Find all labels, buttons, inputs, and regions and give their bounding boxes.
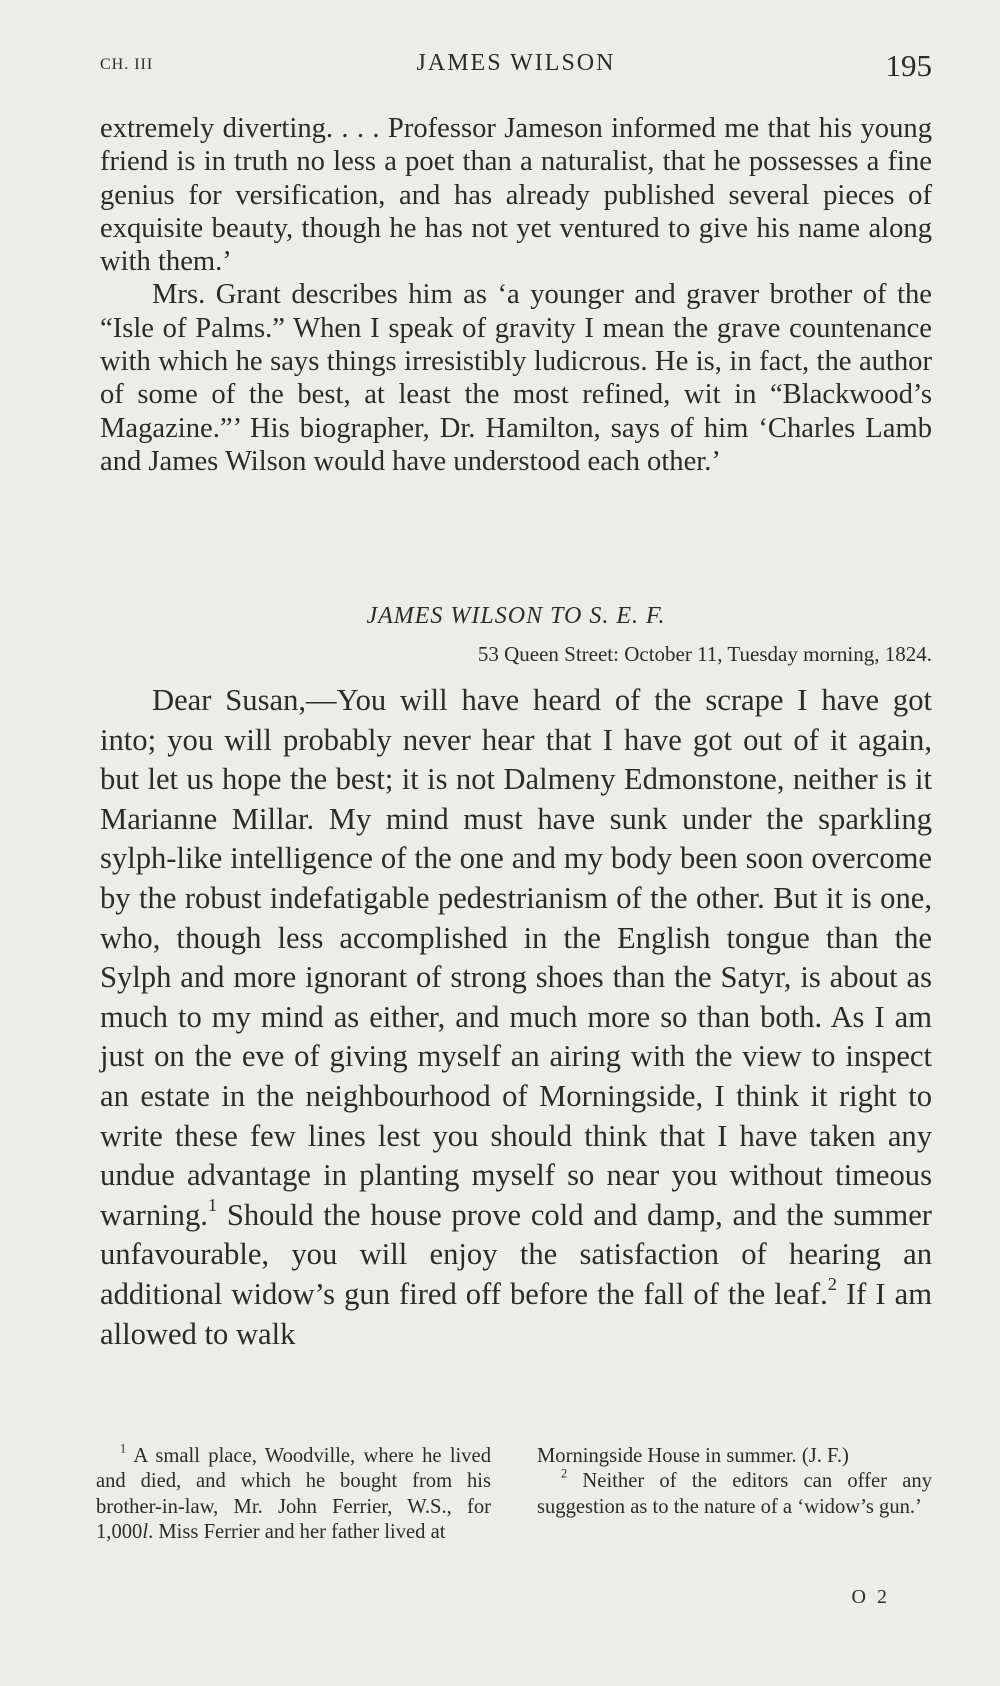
footnotes-left-column <box>96 1441 491 1546</box>
letter-body <box>100 681 932 1354</box>
chapter-label: CH. III <box>100 56 154 73</box>
footnote-1-marker: 1 <box>120 1441 127 1456</box>
footnote-1-continuation: Morningside House in summer. (J. F.) <box>537 1445 849 1467</box>
footnote-1-pound-symbol: l <box>142 1521 149 1544</box>
intro-text <box>100 112 932 478</box>
footnote-2-marker: 2 <box>561 1467 568 1482</box>
footnotes-right-column <box>537 1444 932 1546</box>
signature-mark: O 2 <box>851 1586 890 1608</box>
footnotes <box>96 1441 932 1546</box>
letter-text-3: If I am allowed to walk <box>100 1276 932 1351</box>
footnote-1 <box>96 1441 491 1546</box>
letter-text-1: Dear Susan,—You will have heard of the scrape I have got into; you will probably never hear that I have got out of it again, but let us hope the best; it is not Dalmeny Edmonstone, neither is it Marianne Millar. My mind must have sunk under the sparkling sylph-like intelligence of the one and my body been soon overcome by the robust indefatigable pedestrianism of the other. But it is one, who, though less accomplished in the English tongue than the Sylph and more ignorant of strong shoes than the Satyr, is about as much to my mind as either, and much more so than both. As I am just on the eve of giving myself an airing with the view to inspect an estate in the neighbourhood of Morningside, I think it right to write these few lines lest you should think that I have taken any undue advantage in planting myself so near you without timeous warning. <box>100 683 932 1232</box>
running-title: JAMES WILSON <box>416 50 616 76</box>
footnote-reference-2: 2 <box>827 1274 837 1295</box>
footnote-reference-1: 1 <box>207 1194 218 1215</box>
footnote-2 <box>537 1469 932 1520</box>
letter-heading: JAMES WILSON TO S. E. F. <box>366 603 666 629</box>
letter-dateline: 53 Queen Street: October 11, Tuesday morning, 1824. <box>477 642 932 666</box>
letter-paragraph <box>100 681 932 1354</box>
running-head <box>100 48 932 88</box>
page-number: 195 <box>885 48 932 83</box>
intro-paragraph-1: extremely diverting. . . . Professor Jameson informed me that his young friend is in truth no less a poet than a naturalist, that he possesses a fine genius for versification, and has already published several pieces of exquisite beauty, though he has not yet ventured to give his name along with them.’ <box>100 113 932 278</box>
intro-paragraph-2: Mrs. Grant describes him as ‘a younger and graver brother of the “Isle of Palms.” When I speak of gravity I mean the grave countenance with which he says things irresistibly ludicrous. He is, in fact, the author of some of the best, at least the most refined, wit in “Blackwood’s Magazine.”’ His biographer, Dr. Hamilton, says of him ‘Charles Lamb and James Wilson would have understood each other.’ <box>100 279 932 477</box>
footnote-2-text: Neither of the editors can offer any suggestion as to the nature of a ‘widow’s gun.’ <box>537 1470 932 1518</box>
footnote-1-text-b: . Miss Ferrier and her father lived at <box>148 1521 446 1544</box>
footnote-1-text-a: A small place, Woodville, where he lived and died, and which he bought from his brother-in-law, Mr. John Ferrier, W.S., for 1,000 <box>96 1445 491 1544</box>
letter-text-2: Should the house prove cold and damp, and the summer unfavourable, you will enjoy the satisfaction of hearing an additional widow’s gun fired off before the fall of the leaf. <box>100 1197 932 1311</box>
